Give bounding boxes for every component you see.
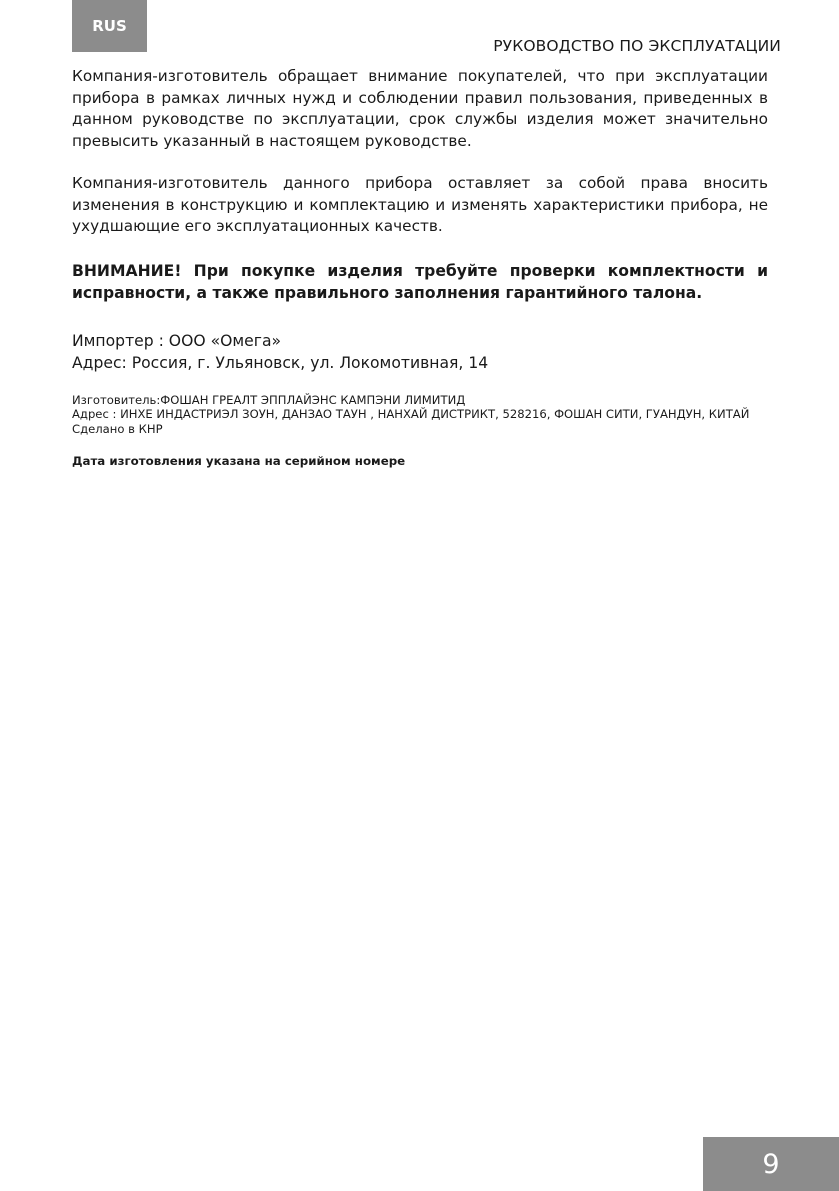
- service-life-paragraph: Компания-изготовитель обращает внимание покупателей, что при эксплуатации прибора в рамках личных нужд и соблюдении правил пользования, приведенных в данном руководстве по эксплуатации, срок службы изделия может значительно превысить указанный в настоящем руководстве.: [72, 67, 768, 150]
- importer-name: Импортер : ООО «Омега»: [72, 331, 282, 350]
- country-of-origin: Сделано в КНР: [72, 421, 163, 436]
- manufacturer-name: Изготовитель:ФОШАН ГРЕАЛТ ЭППЛАЙЭНС КАМПЭНИ ЛИМИТИД: [72, 392, 466, 407]
- page-number: 9: [762, 1148, 780, 1180]
- page-number-box: [703, 1137, 839, 1191]
- language-badge: [72, 0, 147, 52]
- manufacturer-address: Адрес : ИНХЕ ИНДАСТРИЭЛ ЗОУН, ДАНЗАО ТАУН , НАНХАЙ ДИСТРИКТ, 528216, ФОШАН СИТИ, ГУАНДУН, КИТАЙ: [72, 407, 750, 422]
- warning-notice: ВНИМАНИЕ! При покупке изделия требуйте проверки комплектности и исправности, а также правильного заполнения гарантийного талона.: [72, 261, 768, 302]
- page-header-title: РУКОВОДСТВО ПО ЭКСПЛУАТАЦИИ: [493, 37, 781, 55]
- design-changes-paragraph: Компания-изготовитель данного прибора оставляет за собой права вносить изменения в конструкцию и комплектацию и изменять характеристики прибора, не ухудшающие его эксплуатационных качеств.: [72, 174, 768, 235]
- manufacturer-block: [72, 393, 768, 437]
- language-badge-label: RUS: [92, 17, 127, 35]
- page-content: [72, 66, 768, 469]
- importer-block: [72, 330, 768, 375]
- importer-address: Адрес: Россия, г. Ульяновск, ул. Локомотивная, 14: [72, 354, 489, 372]
- manufacture-date-note: Дата изготовления указана на серийном номере: [72, 454, 406, 469]
